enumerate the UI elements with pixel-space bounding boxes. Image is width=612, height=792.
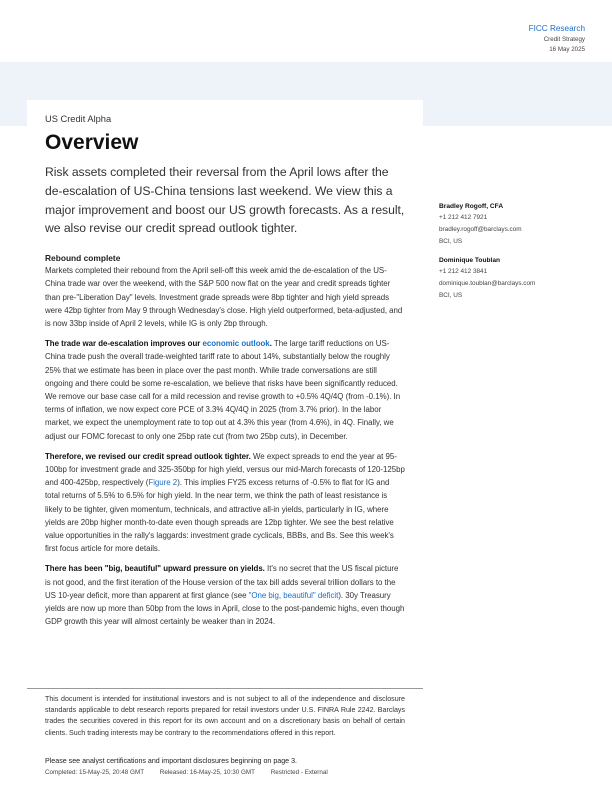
fiscal-lead: There has been "big, beautiful" upward pressure on yields. <box>45 564 265 574</box>
spread-lead: Therefore, we revised our credit spread outlook tighter. <box>45 451 251 461</box>
author-email[interactable]: dominique.toublan@barclays.com <box>439 280 536 288</box>
trade-text: The large tariff reductions on US-China trade push the overall trade-weighted tariff rate to about 14%, substantially below the roughly 25% that we estimate has been in place over the past month. While trade conversations are still ongoing and there could be some re-escalation, we believe that risks have been significantly reduced. We remove our base case call for a mild recession and revise growth to +0.5% 4Q/4Q (from -0.1%). In terms of inflation, we now expect core PCE of 3.3% 4Q/4Q in 2025 (from 3.7% prior). In the labor market, we expect the unemployment rate to top out at 4.3% this year (from 4.6%), in 4Q. Finally, we adjust our FOMC forecast to only one 25bp rate cut (from two 25bp cuts), in December. <box>45 339 401 441</box>
rebound-heading: Rebound complete <box>45 253 121 264</box>
brand-label: FICC Research <box>528 24 585 33</box>
author-list <box>439 201 599 310</box>
trade-lead: The trade war de-escalation improves our <box>45 339 203 349</box>
spread-text-2: ). This implies FY25 excess returns of -0.5% to flat for IG and total returns of 5.5% to 6.5% for high yield. In the near term, we think the path of least resistance is likely to be tighter, given momentum, technicals, and attractive all-in yields, particularly in IG, where yields are 20bp higher month-to-date even though spreads are 12bp tighter. We see the best relative value opportunities in the rally's laggards: investment grade cyclicals, BBBs, and Bs. See this week's first focus article for more details. <box>45 478 394 554</box>
restriction-label: Restricted - External <box>270 769 328 776</box>
author-entity: BCI, US <box>439 291 463 299</box>
fiscal-text-2: ). 30y Treasury yields are now up more than 50bp from the lows in April, close to the post-pandemic highs, even though GDP growth this year will almost certainly be weaker than in 2024. <box>45 590 405 627</box>
spread-paragraph <box>45 450 405 556</box>
figure-2-link[interactable]: Figure 2 <box>148 478 178 488</box>
completed-timestamp: Completed: 15-May-25, 20:48 GMT <box>45 769 145 776</box>
disclaimer-text: This document is intended for institutional investors and is not subject to all of the independence and disclosure standards applicable to debt research reports prepared for retail investors under U.S. FINRA Rule 2242. Barclays trades the securities covered in this report for its own account and on a discretionary basis on behalf of certain clients. Such trading interests may be contrary to the recommendations offered in this report. <box>45 695 405 737</box>
released-timestamp: Released: 16-May-25, 10:30 GMT <box>159 769 255 776</box>
author-phone: +1 212 412 3841 <box>439 268 488 276</box>
economic-outlook-link[interactable]: economic outlook <box>202 339 270 349</box>
release-meta <box>45 768 415 778</box>
trade-lead-dot: . <box>269 339 272 349</box>
disclaimer-divider <box>27 688 423 689</box>
author-entity: BCI, US <box>439 237 463 245</box>
deficit-article-link[interactable]: "One big, beautiful" deficit <box>248 590 339 600</box>
section-label: Credit Strategy <box>543 36 585 43</box>
main-content <box>27 100 423 700</box>
author-card <box>439 255 599 301</box>
author-name: Dominique Toublan <box>439 257 501 265</box>
series-label: US Credit Alpha <box>45 114 112 124</box>
author-name: Bradley Rogoff, CFA <box>439 203 504 210</box>
author-phone: +1 212 412 7921 <box>439 214 488 221</box>
author-email[interactable]: bradley.rogoff@barclays.com <box>439 225 522 233</box>
lede-paragraph: Risk assets completed their reversal from the April lows after the de-escalation of US-China tensions last weekend. We view this a major improvement and boost our US growth forecasts. As a result, we also revise our credit spread outlook tighter. <box>45 165 405 236</box>
author-card <box>439 201 599 247</box>
fiscal-text-1: It's no secret that the US fiscal picture is not good, and the first iteration of the House version of the tax bill adds several trillion dollars to the US 10-year deficit, more than apparent at first glance (see <box>45 564 399 600</box>
report-header <box>529 23 585 55</box>
spread-text-1: We expect spreads to end the year at 95-100bp for investment grade and 325-350bp for high yield, versus our mid-March forecasts of 120-125bp and 400-425bp, respectively ( <box>45 451 405 488</box>
report-date: 16 May 2025 <box>549 46 585 53</box>
fiscal-paragraph <box>45 562 405 628</box>
rebound-paragraph: Markets completed their rebound from the April sell-off this week amid the de-escalation of the US-China trade war over the weekend, with the S&P 500 now flat on the year and credit spreads tighter than pre-"Liberation Day" levels. Investment grade spreads were 8bp tighter and high yield spreads were 42bp tighter from May 9 through Wednesday's close. High yield outperformed, beta-adjusted, and is now 33bp inside of April 2 levels, while IG is only 2bp through. <box>45 266 403 328</box>
trade-paragraph <box>45 337 405 443</box>
page-title: Overview <box>45 131 139 154</box>
certifications-note: Please see analyst certifications and important disclosures beginning on page 3. <box>45 757 297 765</box>
